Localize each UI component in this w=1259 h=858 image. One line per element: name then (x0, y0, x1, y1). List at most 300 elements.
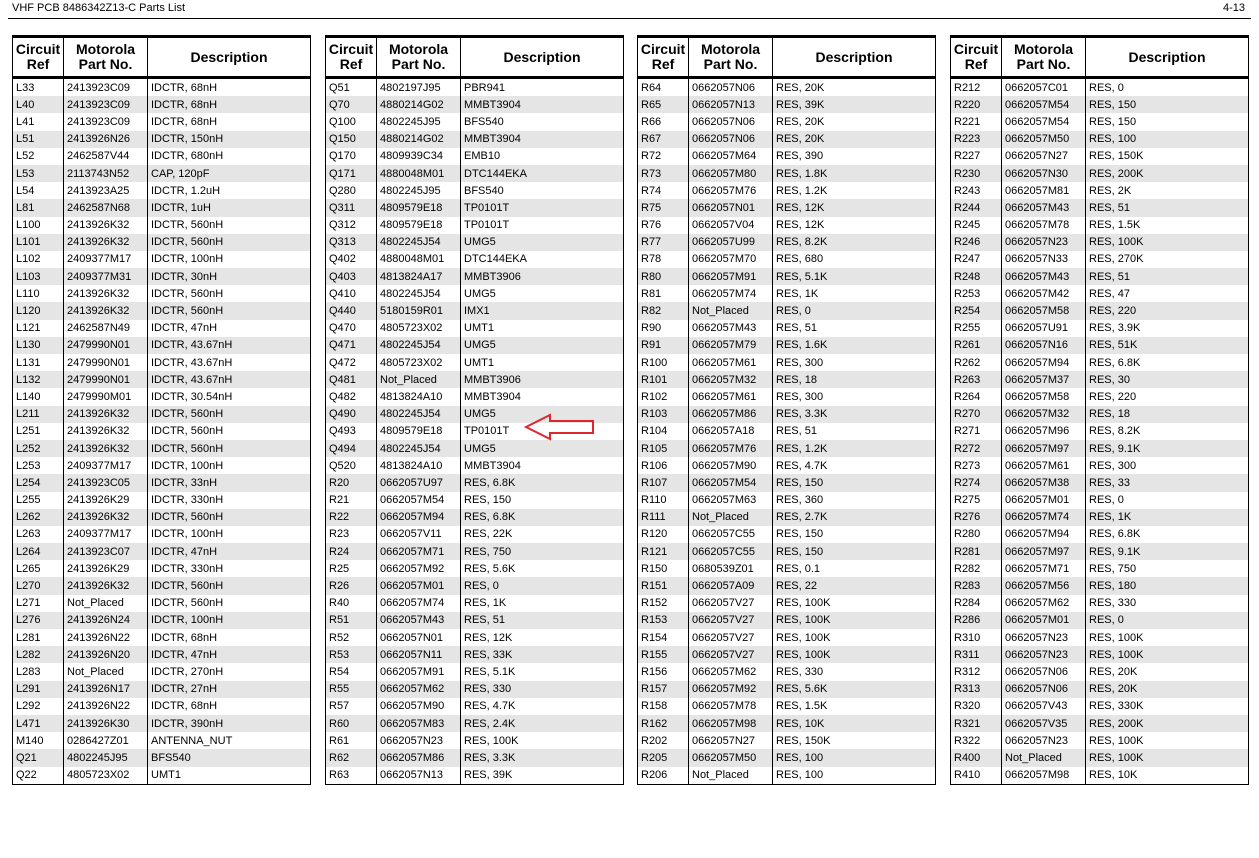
table-header (326, 37, 624, 78)
table-row (638, 698, 936, 715)
description-cell: UMG5 (461, 406, 624, 423)
description-cell: RES, 4.7K (773, 457, 936, 474)
circuit-ref-cell: R20 (326, 474, 377, 491)
circuit-ref-cell: L53 (13, 165, 64, 182)
part-number-cell: 2413923C09 (64, 78, 148, 97)
circuit-ref-cell: R105 (638, 440, 689, 457)
part-number-cell: 4802245J54 (377, 337, 461, 354)
description-cell: RES, 200K (1086, 715, 1249, 732)
description-cell: RES, 12K (773, 199, 936, 216)
part-number-cell: 4802245J95 (377, 182, 461, 199)
table-row (13, 217, 311, 234)
table-row (638, 131, 936, 148)
part-number-cell: 0662057M63 (689, 492, 773, 509)
description-cell: IDCTR, 560nH (148, 423, 311, 440)
part-number-cell: 0662057C01 (1002, 78, 1086, 97)
circuit-ref-cell: R310 (954, 631, 981, 644)
table-row (326, 78, 624, 97)
table-row (326, 182, 624, 199)
table-row (13, 251, 311, 268)
part-number-cell: 4880214G02 (377, 96, 461, 113)
circuit-ref-cell: R153 (638, 612, 689, 629)
part-number-cell: 2413926K32 (64, 234, 148, 251)
description-cell: IDCTR, 1uH (148, 199, 311, 216)
part-number-cell: 0662057M32 (1002, 406, 1086, 423)
circuit-ref-cell: R150 (641, 562, 668, 575)
description-cell: IDCTR, 43.67nH (148, 354, 311, 371)
table-row (638, 629, 936, 646)
circuit-ref-cell: R271 (954, 425, 981, 438)
table-row (13, 560, 311, 577)
table-row (13, 440, 311, 457)
circuit-ref-cell: L276 (13, 612, 64, 629)
circuit-ref-cell: R152 (641, 597, 668, 610)
table-row (638, 457, 936, 474)
table-row (951, 509, 1249, 526)
description-cell: DTC144EKA (461, 251, 624, 268)
table-row (13, 131, 311, 148)
description-cell: RES, 330 (461, 681, 624, 698)
part-number-cell: 0662057M61 (1002, 457, 1086, 474)
table-row (326, 440, 624, 457)
circuit-ref-cell: R158 (641, 700, 668, 713)
table-row (951, 131, 1249, 148)
part-number-cell: 0662057M98 (689, 715, 773, 732)
description-cell: UMT1 (461, 354, 624, 371)
description-cell: RES, 33 (1086, 474, 1249, 491)
description-cell: RES, 6.8K (461, 474, 624, 491)
part-number-cell: 2413926K29 (64, 560, 148, 577)
parts-table-3 (637, 35, 936, 785)
circuit-ref-cell: R60 (326, 715, 377, 732)
part-number-cell: 2479990N01 (64, 337, 148, 354)
table-row (326, 388, 624, 405)
description-cell: IDCTR, 100nH (148, 251, 311, 268)
circuit-ref-cell: Q494 (326, 440, 377, 457)
circuit-ref-cell: L251 (16, 425, 41, 438)
description-cell: RES, 680 (773, 251, 936, 268)
table-row (13, 612, 311, 629)
circuit-ref-cell: L262 (13, 509, 64, 526)
table-row (951, 732, 1249, 749)
part-number-cell: 4802245J95 (377, 113, 461, 130)
part-number-cell: 2409377M17 (64, 251, 148, 268)
circuit-ref-cell: R220 (951, 96, 1002, 113)
circuit-ref-cell: L51 (13, 131, 64, 148)
description-cell: RES, 100 (773, 767, 936, 785)
description-cell: IDCTR, 30nH (148, 268, 311, 285)
description-cell: MMBT3906 (461, 371, 624, 388)
part-number-cell: 0662057M50 (1002, 131, 1086, 148)
table-row (638, 577, 936, 594)
table-row (13, 268, 311, 285)
table-row (326, 492, 624, 509)
table-row (13, 96, 311, 113)
table-row (638, 715, 936, 732)
circuit-ref-cell: R244 (951, 199, 1002, 216)
description-cell: RES, 200K (1086, 165, 1249, 182)
table-row (326, 543, 624, 560)
table-row (951, 78, 1249, 97)
part-number-cell: Not_Placed (689, 302, 773, 319)
circuit-ref-cell: R212 (954, 81, 981, 94)
table-row (13, 354, 311, 371)
description-cell: RES, 150K (773, 732, 936, 749)
description-cell: RES, 30 (1086, 371, 1249, 388)
circuit-ref-cell: L121 (16, 322, 41, 335)
part-number-cell: 0662057M96 (1002, 423, 1086, 440)
circuit-ref-cell: R55 (326, 681, 377, 698)
description-cell: RES, 0 (1086, 492, 1249, 509)
description-cell: IDCTR, 560nH (148, 577, 311, 594)
description-cell: RES, 100K (773, 646, 936, 663)
circuit-ref-cell: L103 (13, 268, 64, 285)
circuit-ref-cell: R282 (954, 562, 981, 575)
part-number-cell: 2413923A25 (64, 182, 148, 199)
circuit-ref-cell: R21 (329, 494, 350, 507)
description-cell: RES, 100K (1086, 646, 1249, 663)
circuit-ref-cell: R272 (951, 440, 1002, 457)
circuit-ref-cell: R227 (954, 150, 981, 163)
description-cell: RES, 18 (1086, 406, 1249, 423)
circuit-ref-cell: Q313 (326, 234, 377, 251)
circuit-ref-cell: R104 (641, 425, 668, 438)
table-row (326, 681, 624, 698)
circuit-ref-cell: Q21 (13, 749, 64, 766)
circuit-ref-cell: Q171 (326, 165, 377, 182)
table-row (638, 388, 936, 405)
description-cell: RES, 150 (1086, 113, 1249, 130)
circuit-ref-cell: L281 (16, 631, 41, 644)
part-number-cell: 4809579E18 (377, 217, 461, 234)
table-row (951, 113, 1249, 130)
description-cell: EMB10 (461, 148, 624, 165)
table-row (638, 749, 936, 766)
description-cell: RES, 100K (773, 612, 936, 629)
table-row (951, 302, 1249, 319)
table-row (13, 577, 311, 594)
table-row (13, 337, 311, 354)
description-cell: RES, 180 (1086, 577, 1249, 594)
part-number-cell: 0662057A09 (689, 577, 773, 594)
part-number-cell: 4802245J54 (377, 406, 461, 423)
part-number-cell: 2413923C09 (64, 96, 148, 113)
table-row (13, 388, 311, 405)
table-row (326, 663, 624, 680)
circuit-ref-cell: R102 (641, 390, 668, 403)
table-row (326, 96, 624, 113)
circuit-ref-cell: R66 (641, 115, 662, 128)
circuit-ref-cell: R410 (954, 769, 981, 782)
description-cell: IDCTR, 68nH (148, 629, 311, 646)
table-row (638, 285, 936, 302)
part-number-cell: Not_Placed (1002, 749, 1086, 766)
description-cell: IDCTR, 68nH (148, 78, 311, 97)
table-row (326, 131, 624, 148)
circuit-ref-cell: R255 (954, 322, 981, 335)
part-no-header: Motorola Part No. (689, 37, 773, 78)
table-row (638, 217, 936, 234)
description-cell: BFS540 (461, 113, 624, 130)
table-row (326, 612, 624, 629)
part-number-cell: 0662057N13 (377, 767, 461, 785)
table-row (638, 371, 936, 388)
part-number-cell: 4809579E18 (377, 423, 461, 440)
description-cell: RES, 150 (773, 474, 936, 491)
description-cell: RES, 20K (773, 131, 936, 148)
description-cell: IDCTR, 47nH (148, 543, 311, 560)
circuit-ref-cell: Q471 (326, 337, 377, 354)
circuit-ref-cell: R106 (641, 459, 668, 472)
description-cell: RES, 47 (1086, 285, 1249, 302)
table-row (326, 217, 624, 234)
description-cell: RES, 4.7K (461, 698, 624, 715)
part-number-cell: 0662057M76 (689, 440, 773, 457)
table-row (638, 354, 936, 371)
part-number-cell: 0662057U97 (377, 474, 461, 491)
part-number-cell: 0662057M43 (689, 320, 773, 337)
circuit-ref-cell: R205 (638, 749, 689, 766)
part-number-cell: 4880048M01 (377, 165, 461, 182)
circuit-ref-cell: L252 (13, 440, 64, 457)
table-row (638, 268, 936, 285)
circuit-ref-cell: Q100 (329, 115, 356, 128)
part-number-cell: 0662057N33 (1002, 251, 1086, 268)
circuit-ref-header: Circuit Ref (951, 37, 1002, 78)
circuit-ref-header: Circuit Ref (638, 37, 689, 78)
circuit-ref-cell: L132 (13, 371, 64, 388)
part-number-cell: 2462587N68 (64, 199, 148, 216)
circuit-ref-cell: L100 (16, 219, 41, 232)
table-row (326, 577, 624, 594)
description-cell: RES, 0 (461, 577, 624, 594)
table-row (951, 268, 1249, 285)
circuit-ref-cell: L292 (16, 700, 41, 713)
circuit-ref-cell: Q170 (329, 150, 356, 163)
circuit-ref-cell: L291 (13, 681, 64, 698)
table-row (638, 681, 936, 698)
part-number-cell: 0662057M43 (377, 612, 461, 629)
circuit-ref-cell: L255 (16, 494, 41, 507)
description-cell: RES, 1.2K (773, 440, 936, 457)
table-row (326, 715, 624, 732)
part-number-cell: 0662057V27 (689, 629, 773, 646)
table-row (951, 698, 1249, 715)
circuit-ref-cell: R245 (954, 219, 981, 232)
table-row (951, 663, 1249, 680)
description-cell: IDCTR, 43.67nH (148, 337, 311, 354)
part-number-cell: 2413923C09 (64, 113, 148, 130)
circuit-ref-cell: L140 (16, 390, 41, 403)
circuit-ref-cell: Q51 (329, 81, 350, 94)
part-number-cell: 0662057V27 (689, 595, 773, 612)
table-row (638, 320, 936, 337)
circuit-ref-cell: R248 (951, 268, 1002, 285)
circuit-ref-cell: L101 (13, 234, 64, 251)
circuit-ref-cell: R62 (326, 749, 377, 766)
part-number-cell: 0662057V11 (377, 526, 461, 543)
table-row (326, 268, 624, 285)
part-number-cell: 4880048M01 (377, 251, 461, 268)
circuit-ref-cell: R221 (954, 115, 981, 128)
part-number-cell: 4805723X02 (377, 320, 461, 337)
circuit-ref-cell: L110 (16, 287, 40, 300)
description-cell: TP0101T (461, 217, 624, 234)
part-number-cell: 0662057M58 (1002, 302, 1086, 319)
table-row (638, 440, 936, 457)
part-number-cell: 0662057N06 (689, 113, 773, 130)
description-cell: RES, 2.7K (773, 509, 936, 526)
part-number-cell: 0662057N06 (689, 131, 773, 148)
description-cell: IDCTR, 560nH (148, 285, 311, 302)
description-cell: RES, 1K (461, 595, 624, 612)
description-cell: RES, 51 (461, 612, 624, 629)
circuit-ref-cell: L52 (16, 150, 35, 163)
description-cell: RES, 20K (773, 113, 936, 130)
part-number-cell: 0662057M94 (1002, 526, 1086, 543)
table-row (951, 474, 1249, 491)
circuit-ref-cell: R223 (951, 131, 1002, 148)
description-cell: BFS540 (148, 749, 311, 766)
part-number-cell: 2409377M17 (64, 457, 148, 474)
circuit-ref-cell: R243 (954, 184, 981, 197)
part-number-cell: 0662057M79 (689, 337, 773, 354)
part-number-cell: 2413926N20 (64, 646, 148, 663)
circuit-ref-cell: L102 (16, 253, 41, 266)
table-row (638, 646, 936, 663)
circuit-ref-cell: Q402 (329, 253, 356, 266)
table-row (326, 234, 624, 251)
part-number-cell: 0662057M86 (377, 749, 461, 766)
description-cell: RES, 18 (773, 371, 936, 388)
table-row (951, 337, 1249, 354)
part-number-cell: 2413926K32 (64, 509, 148, 526)
part-number-cell: 0662057N27 (689, 732, 773, 749)
part-number-cell: 0662057M61 (689, 354, 773, 371)
table-row (13, 543, 311, 560)
description-cell: RES, 10K (773, 715, 936, 732)
part-number-cell: 0662057M01 (1002, 612, 1086, 629)
table-row (951, 749, 1249, 766)
table-row (13, 320, 311, 337)
description-cell: RES, 51 (773, 320, 936, 337)
table-row (638, 423, 936, 440)
part-number-cell: 0286427Z01 (64, 732, 148, 749)
circuit-ref-cell: R156 (641, 665, 668, 678)
part-number-cell: 0662057N16 (1002, 337, 1086, 354)
circuit-ref-cell: R22 (326, 509, 377, 526)
circuit-ref-cell: R78 (641, 253, 662, 266)
circuit-ref-cell: R320 (954, 700, 981, 713)
table-row (951, 406, 1249, 423)
table-row (13, 371, 311, 388)
description-cell: RES, 270K (1086, 251, 1249, 268)
table-row (326, 767, 624, 785)
part-number-cell: 4809579E18 (377, 199, 461, 216)
table-row (638, 526, 936, 543)
circuit-ref-cell: R283 (951, 577, 1002, 594)
part-number-cell: 2413926N17 (64, 681, 148, 698)
circuit-ref-cell: R246 (951, 234, 1002, 251)
part-number-cell: 0662057M54 (689, 474, 773, 491)
part-number-cell: 0662057N01 (377, 629, 461, 646)
part-number-cell: 5180159R01 (377, 302, 461, 319)
part-number-cell: 2409377M17 (64, 526, 148, 543)
part-number-cell: 0662057N27 (1002, 148, 1086, 165)
table-row (326, 509, 624, 526)
circuit-ref-cell: L81 (13, 199, 64, 216)
description-cell: RES, 150 (773, 526, 936, 543)
circuit-ref-cell: R261 (951, 337, 1002, 354)
circuit-ref-cell: Q472 (329, 356, 356, 369)
description-cell: IMX1 (461, 302, 624, 319)
part-number-cell: 0662057M90 (377, 698, 461, 715)
part-number-cell: 0662057N06 (1002, 663, 1086, 680)
description-cell: TP0101T (461, 423, 624, 440)
part-number-cell: 2462587V44 (64, 148, 148, 165)
circuit-ref-cell: Q311 (326, 199, 377, 216)
part-number-cell: 0662057M54 (377, 492, 461, 509)
part-number-cell: 0662057M54 (1002, 113, 1086, 130)
part-number-cell: 0662057M58 (1002, 388, 1086, 405)
table-row (951, 148, 1249, 165)
table-row (638, 113, 936, 130)
table-row (951, 320, 1249, 337)
description-cell: RES, 100K (773, 595, 936, 612)
description-cell: RES, 300 (773, 388, 936, 405)
circuit-ref-cell: R284 (954, 597, 981, 610)
description-cell: RES, 100K (1086, 629, 1249, 646)
table-row (13, 148, 311, 165)
description-cell: IDCTR, 330nH (148, 560, 311, 577)
table-row (13, 457, 311, 474)
circuit-ref-cell: R312 (954, 665, 981, 678)
table-row (638, 96, 936, 113)
circuit-ref-cell: R162 (638, 715, 689, 732)
description-cell: ANTENNA_NUT (148, 732, 311, 749)
description-cell: UMG5 (461, 234, 624, 251)
description-cell: RES, 3.3K (773, 406, 936, 423)
table-row (13, 629, 311, 646)
part-number-cell: 0662057N23 (1002, 732, 1086, 749)
description-cell: RES, 22K (461, 526, 624, 543)
description-cell: RES, 22 (773, 577, 936, 594)
table-row (951, 767, 1249, 785)
table-row (326, 646, 624, 663)
circuit-ref-cell: R63 (329, 769, 350, 782)
left-arrow-annotation-icon (524, 413, 596, 441)
part-number-cell: 0662057M50 (689, 749, 773, 766)
part-number-cell: 4813824A10 (377, 457, 461, 474)
document-title: VHF PCB 8486342Z13-C Parts List (12, 2, 186, 14)
circuit-ref-cell: R64 (641, 81, 662, 94)
part-number-cell: 0662057M98 (1002, 767, 1086, 785)
circuit-ref-cell: R202 (641, 734, 668, 747)
part-number-cell: 0662057M61 (689, 388, 773, 405)
part-number-cell: 2413926K32 (64, 302, 148, 319)
part-number-cell: 0662057M43 (1002, 199, 1086, 216)
part-number-cell: 0662057M91 (689, 268, 773, 285)
table-row (638, 509, 936, 526)
table-row (326, 371, 624, 388)
table-row (951, 423, 1249, 440)
description-cell: RES, 330 (773, 663, 936, 680)
part-number-cell: 0662057V43 (1002, 698, 1086, 715)
table-row (638, 406, 936, 423)
part-number-cell: 2479990N01 (64, 371, 148, 388)
table-row (326, 560, 624, 577)
circuit-ref-cell: Q70 (326, 96, 377, 113)
